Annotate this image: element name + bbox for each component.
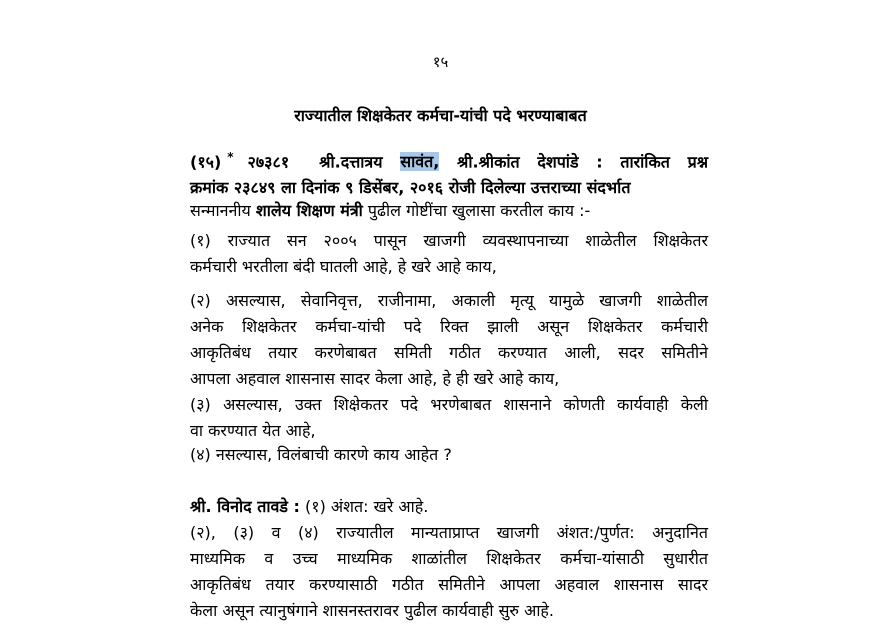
starred-marker: *: [227, 150, 234, 164]
answer-line-4: केला असून त्यानुषंगाने शासनस्तरावर पुढील कार्यवाही सुरु आहे.: [190, 601, 555, 620]
q1-line-1: (१) राज्यात सन २००५ पासून खाजगी व्यवस्थापनाच्या शाळेतील शिक्षकेतर: [190, 231, 708, 250]
question-item-2: [190, 288, 708, 392]
member-name-rest: श्री.श्रीकांत देशपांडे : तारांकित प्रश्न: [457, 152, 709, 172]
q2-line-4: आपला अहवाल शासनास सादर केला आहे, हे ही खरे आहे काय,: [190, 369, 560, 388]
document-title: राज्यातील शिक्षकेतर कर्मचा-यांची पदे भरण्याबाबत: [294, 106, 587, 125]
answer-speaker: श्री. विनोद तावडे :: [190, 497, 300, 516]
answer-part-1: (१) अंशत: खरे आहे.: [305, 497, 429, 516]
q1-line-2: कर्मचारी भरतीला बंदी घातली आहे, हे खरे आहे काय,: [190, 257, 497, 276]
question-header: [190, 144, 708, 201]
q2-line-3: आकृतिबंध तयार करणेबाबत समिती गठीत करण्यात आली, सदर समितीने: [190, 343, 708, 362]
answer-body: [190, 520, 708, 624]
highlighted-text: सावंत,: [400, 152, 440, 172]
question-item-3: [190, 392, 708, 444]
minister-name: शालेय शिक्षण मंत्री: [255, 201, 363, 220]
answer-line-3: आकृतिबंध तयार करण्यासाठी गठीत समितीने आपला अहवाल शासनास सादर: [190, 575, 708, 594]
q3-line-1: (३) असल्यास, उक्त शिक्षेकतर पदे भरणेबाबत शासनाने कोणती कार्यवाही केली: [190, 395, 708, 414]
question-item-1: [190, 228, 708, 280]
q4-line-1: (४) नसल्यास, विलंबाची कारणे काय आहेत ?: [190, 445, 452, 464]
answer-header: [190, 494, 708, 520]
minister-pre: सन्माननीय: [190, 201, 251, 220]
answer-line-1: (२), (३) व (४) राज्यातील मान्यताप्राप्त खाजगी अंशत:/पुर्णत: अनुदानित: [190, 523, 708, 542]
q2-line-1: (२) असल्यास, सेवानिवृत्त, राजीनामा, अकाली मृत्यू यामुळे खाजगी शाळेतील: [190, 291, 708, 310]
question-number: (१५): [190, 152, 222, 172]
page-number: १५: [432, 53, 449, 71]
minister-post: पुढील गोष्टींचा खुलासा करतील काय :-: [367, 201, 591, 220]
q3-line-2: वा करण्यात येत आहे,: [190, 421, 316, 440]
member-name: श्री.दत्तात्रय: [319, 152, 383, 172]
question-item-4: [190, 442, 708, 468]
q2-line-2: अनेक शिक्षकेतर कर्मचा-यांची पदे रिक्त झाली असून शिक्षकेतर कर्मचारी: [190, 317, 708, 336]
answer-line-2: माध्यमिक व उच्च माध्यमिक शाळांतील शिक्षकेतर कर्मचा-यांसाठी सुधारीत: [190, 549, 708, 568]
question-header-line-1: [190, 144, 708, 175]
question-id: २७३८१: [247, 152, 290, 172]
question-header-line-2: क्रमांक २३८४९ ला दिनांक ९ डिसेंबर, २०१६ रोजी दिलेल्या उत्तराच्या संदर्भात: [190, 178, 631, 198]
minister-line: [190, 198, 708, 224]
